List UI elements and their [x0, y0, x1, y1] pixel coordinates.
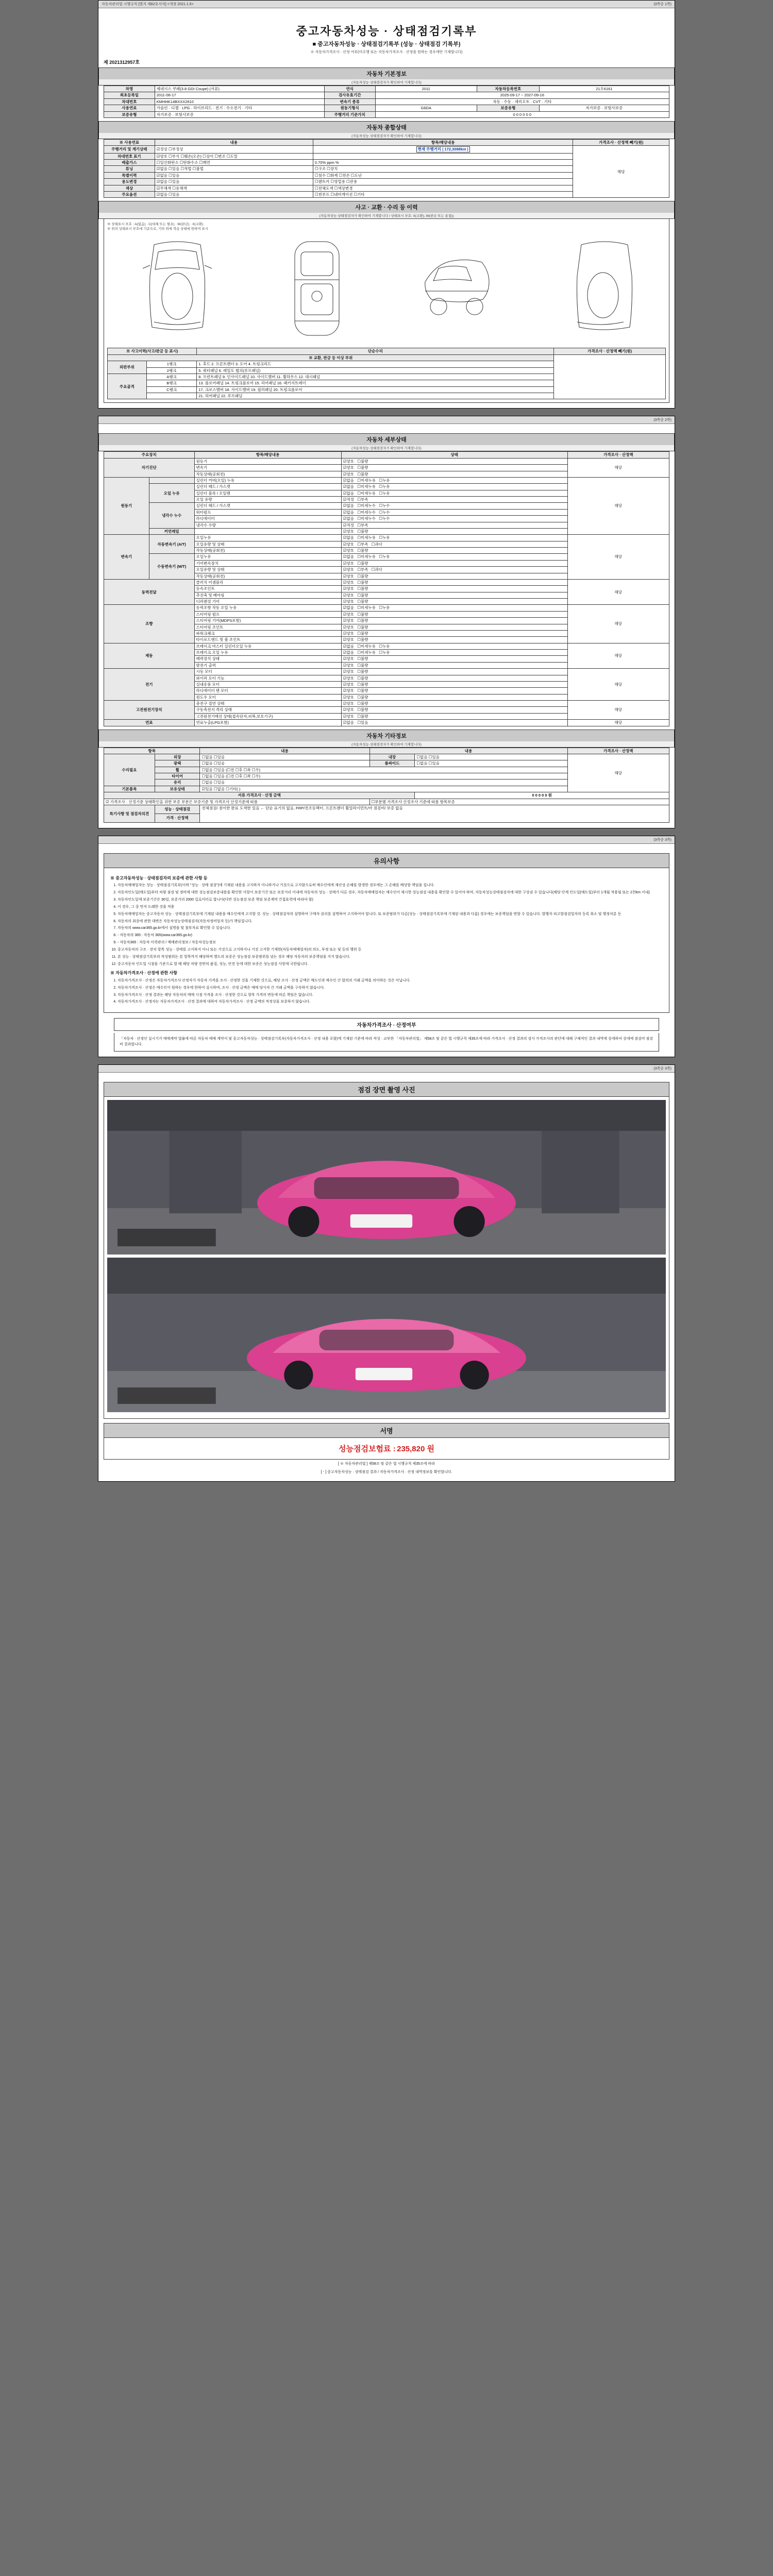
photo-1-graphic — [107, 1100, 666, 1255]
detail-item-6-4: 윈도우 모터 — [194, 694, 341, 700]
section-basic-title: 자동차 기본정보 — [98, 67, 675, 79]
detail-opts-2-1: ☑양호 ☐부족 ☐과다 — [341, 541, 567, 547]
etc-val2-0: ☐없음 ☐있음 — [415, 754, 567, 760]
etc-item2-1: 룸싸이드 — [369, 760, 415, 767]
detail-item-3-3: 디퍼렌셜 기어 — [194, 599, 341, 605]
label-vin: 차대번호 — [104, 98, 155, 105]
value-vin: KMHHK14BXXX2610 — [155, 98, 324, 105]
accident-calc-cell — [554, 354, 666, 399]
section-accident-note: (자동차성능·상태점검자가 확인하여 기재합니다 / 상태표시 부호: X(교환), W(판금 또는 용접)) — [98, 213, 675, 219]
detail-opts-1-8: ☑양호 ☐불량 — [341, 528, 567, 534]
detail-item-6-1: 와이퍼 모터 기능 — [194, 675, 341, 681]
detail-item-1-6: 라디에이터 — [194, 516, 341, 522]
detail-item-2-0: 오일누유 — [194, 535, 341, 541]
detail-opts-2-2: ☑양호 ☐불량 — [341, 548, 567, 554]
etc-total-note-left: ☑ 가격조사 · 산정기준 상태확인을 위한 보증 부분은 보증기준 및 가격조사 산정기준에 따름 — [104, 799, 370, 805]
detail-opts-3-3: ☑양호 ☐불량 — [341, 599, 567, 605]
photo-2-graphic — [107, 1258, 666, 1412]
detail-opts-4-0: ☑없음 ☐미세누유 ☐누유 — [341, 605, 567, 611]
notice-section-0-title: ※ 중고자동차성능 · 상태점검자의 보증에 관한 사항 등 — [110, 875, 208, 880]
detail-group-4: 조향 — [104, 605, 195, 643]
photo-section-title: 점검 장면 촬영 사진 — [104, 1082, 669, 1097]
car-top-view-diagram — [278, 234, 356, 343]
page-number-3: (3쪽중 3쪽) — [653, 838, 671, 842]
detail-opts-1-0: ☑없음 ☐미세누유 ☐누유 — [341, 477, 567, 483]
detail-item-5-0: 브레이크 마스터 실린더오일 누유 — [194, 643, 341, 649]
page4-number: (3쪽중 3쪽) — [653, 1066, 671, 1071]
notice-item: 6. 자동차의 최종에 관한 대변은 자동차성능상태점검자(자동차정비업자 등)가 책임집니다. — [117, 919, 663, 925]
notice-section-1-list — [117, 978, 663, 1005]
overall-detail-6: ☑무채색 ☐유채색 — [155, 185, 313, 191]
accident-row-key-0: 외판부위 — [108, 361, 147, 374]
accident-row-val-0: 1. 후드 2. 프론트펜더 3. 도어 4. 트렁크리드 — [197, 361, 554, 367]
doc-no-value: 2021312957호 — [109, 60, 140, 65]
detail-opts-2-6: ☑양호 ☐불량 — [341, 573, 567, 579]
detail-item-1-1: 실린더 헤드 / 가스켓 — [194, 484, 341, 490]
detail-opts-7-2: ☑양호 ☐불량 — [341, 713, 567, 719]
detail-opts-5-3: ☑양호 ☐불량 — [341, 662, 567, 668]
overall-value-6: ☐전체도색 ☐색상변경 — [313, 185, 573, 191]
accident-row-val-1: 5. 쿼터패널 6. 레일도 협의(루프패널) — [197, 367, 554, 374]
detail-item-6-2: 실내송풍 모터 — [194, 681, 341, 687]
detail-item-2-6: 작동상태(공회전) — [194, 573, 341, 579]
overall-item-3: 튜닝 — [104, 166, 155, 172]
page2-header-strip — [98, 416, 675, 424]
overall-calc: 해당 — [573, 146, 669, 198]
detail-group-3: 동력전달 — [104, 579, 195, 605]
label-warranty2: 보증유형 — [104, 111, 155, 117]
value-warranty2: 자가보증 · 보험사보증 — [155, 111, 324, 117]
detail-opts-5-0: ☑없음 ☐미세누유 ☐누유 — [341, 643, 567, 649]
document-page-4 — [98, 1064, 675, 1482]
page3-ref — [102, 837, 103, 842]
detail-item-7-0: 충전구 절연 상태 — [194, 701, 341, 707]
notice-item: 3. 자동차인도일에 보증기간은 30일, 보증거리 2000 킬로미터로 합니다(다만 성능점검 보증 책임 보증계약 간접효력에 따라야 함) — [117, 897, 663, 903]
detail-item-2-3: 오일누유 — [194, 554, 341, 560]
value-fuel: 가솔린 · 디젤 · LPG · 하이브리드 · 전기 · 수소전기 · 기타 — [155, 105, 324, 111]
detail-opts-0-1: ☑양호 ☐불량 — [341, 465, 567, 471]
section-accident-title: 사고 · 교환 · 수리 등 이력 — [98, 201, 675, 213]
detail-calc-1: 해당 — [567, 477, 669, 534]
detail-opts-6-4: ☑양호 ☐불량 — [341, 694, 567, 700]
value-year: 2011 — [375, 86, 477, 92]
label-fuel: 사용연료 — [104, 105, 155, 111]
etc-col-1: 내용 — [200, 748, 369, 754]
mileage-box: 현재 주행거리 | 172,3098km | — [416, 146, 470, 152]
detail-opts-6-1: ☑양호 ☐불량 — [341, 675, 567, 681]
detail-opts-2-4: ☑양호 ☐불량 — [341, 560, 567, 566]
detail-opts-6-2: ☑양호 ☐불량 — [341, 681, 567, 687]
detail-calc-0: 해당 — [567, 458, 669, 477]
etc-val-1: ☐없음 ☐있음 — [200, 760, 369, 767]
detail-calc-7: 해당 — [567, 701, 669, 720]
declaration-text: 「자동차 · 산정인 실시기가 매매계약 법률에 따른 자동차 매매 계약서 및 중고자동차성능 · 상태점검기록부(자동차가격조사 · 산정 내용 포함)에 기재된 기준에 따라 작성 · 교부한 「자동차관리법」 제58조 및 같은 법 시행규칙 제35조에 따라 가격조사 · 산정 결과의 검사 가격조사의 판단에 대해 구체적인 결과 내역에 상세하여 상세에 점검비 점검비 결과합니다. — [114, 1033, 659, 1051]
overall-detail-2: ☐일산화탄소 ☐탄화수소 ☐매연 — [155, 160, 313, 166]
page-number-2: (3쪽중 2쪽) — [653, 418, 671, 422]
overall-value-1 — [313, 153, 573, 159]
detail-opts-0-2: ☑양호 ☐불량 — [341, 471, 567, 477]
car-rear-diagram — [558, 234, 635, 343]
detail-calc-6: 해당 — [567, 669, 669, 701]
section-overall-note: (자동차성능·상태점검자가 확인하여 기재합니다) — [98, 133, 675, 139]
detail-sub-2-1: 수동변속기 (M/T) — [149, 554, 194, 580]
detail-item-3-0: 클러치 어셈블리 — [194, 579, 341, 585]
detail-item-7-2: 고전원전기배선 상태(접속단자,피복,보호기구) — [194, 713, 341, 719]
detail-item-1-2: 실린더 블록 / 오일팬 — [194, 490, 341, 496]
car-side-left-diagram — [139, 234, 216, 343]
etc-col-2: 가격조사 · 산정액 — [567, 748, 669, 754]
notice-item: 3. 자동차가격조사 · 산정 결과는 해당 자동차의 매매 시점 가격을 조사 · 산정한 것으로 향후 가격의 변동에 따른 책임은 없습니다. — [117, 993, 663, 998]
overall-item-5: 용도변경 — [104, 179, 155, 185]
section-etc-note: (자동차성능·상태점검자가 확인하여 기재합니다) — [98, 741, 675, 748]
detail-item-1-4: 실린더 헤드 / 가스켓 — [194, 503, 341, 509]
accident-row-rank-5 — [146, 393, 196, 399]
notice-item: 2. 자동차인도일(매도일)부터 차량 점검 및 정비에 대한 성능점검보증내용을 확인한 사항이 보증기간 또는 보증거리 이내에 자동차의 성능 · 상태가 다른 경우, 자동차매매업자는 매수인이 제시한 성능점검 내용을 확인할 수 있어야 하며, 자동차성능상태점검자에 대한 구상권 수 있습니다(해당 단계 인도일(매도일)부터 1개월 적용됨 또는 2천km 이내) — [117, 890, 663, 896]
accident-row-rank-3: B랭크 — [146, 380, 196, 386]
etc-info-table — [104, 748, 669, 823]
car-diagram-figures — [107, 231, 666, 346]
notice-item: 2. 자동차가격조사 · 산정은 매수인이 원하는 경우에 한하여 실시하며, 조사 · 산정 금액은 매매 당사자 간 거래 금액을 구속하지 않습니다. — [117, 986, 663, 991]
etc-val2-1: ☐없음 ☐있음 — [415, 760, 567, 767]
overall-col-2: 항목/해당내용 — [313, 139, 573, 145]
detail-item-7-1: 구동축전지 격리 상태 — [194, 707, 341, 713]
detail-item-1-0: 실린더 커버(오일) 누유 — [194, 477, 341, 483]
overall-detail-4: ☑없음 ☐있음 — [155, 172, 313, 178]
section-basic-note: (자동차성능·상태점검자가 확인하여 기재합니다) — [98, 79, 675, 86]
detail-item-4-5: 타이로드엔드 및 볼 조인트 — [194, 637, 341, 643]
notice-item: 1. 자동차매매업자는 성능 · 상태점검기록부(이하 "성능 · 상태 점검")에 기재된 내용을 고지하지 아니하거나 거짓으로 고지함으로써 매수인에게 재산상 손해를 발생한 경우에는 그 손해를 배상할 책임을 집니다. — [117, 883, 663, 889]
detail-item-4-2: 스티어링 기어(MDPS포함) — [194, 618, 341, 624]
basic-info-table — [104, 86, 669, 118]
notice-item: 11. 본 성능 · 상태점검기록부의 작성범위는 본 항목까지 해당하며 별도의 보증은 성능점검 보증범위를 넘는 경우 해당 자동차의 보증책임을 지지 않습니다. — [117, 955, 663, 960]
label-year: 연식 — [324, 86, 375, 92]
declaration-title: 자동차가격조사 · 산정여부 — [114, 1018, 659, 1031]
notice-item: 12. 중고자동차 인도일 시점을 기준으로 할 때 해당 차량 전반의 품질, 성능, 안전 등에 대한 보증은 성능점검 사항에 국한됩니다. — [117, 962, 663, 968]
etc-total-label: 서류 가격조사 · 산정 금액 — [104, 792, 415, 799]
document-page-2 — [98, 416, 675, 828]
detail-group-7: 고전원전기장치 — [104, 701, 195, 720]
detail-item-2-4: 기어변속장치 — [194, 560, 341, 566]
detail-opts-1-1: ☑없음 ☐미세누유 ☐누유 — [341, 484, 567, 490]
value-inspection-valid: 2025-09-17 ~ 2027-09-16 — [375, 92, 669, 98]
overall-item-6: 색상 — [104, 185, 155, 191]
etc-note-sub2: 가격 · 산정액 — [155, 814, 200, 822]
detail-item-2-5: 오일유량 및 상태 — [194, 567, 341, 573]
detail-group-0: 자기진단 — [104, 458, 195, 477]
etc-item-1: 광택 — [155, 760, 200, 767]
detail-item-2-1: 오일유량 및 상태 — [194, 541, 341, 547]
detail-opts-3-2: ☑양호 ☐불량 — [341, 592, 567, 598]
etc-val-4: ☐없음 ☐있음 — [200, 779, 567, 786]
overall-value-7: ☐썬루프 ☐내비게이션 ☐기타 — [313, 191, 573, 197]
label-warranty: 보증유형 — [477, 105, 540, 111]
detail-item-0-0: 원동기 — [194, 458, 341, 464]
document-page-3 — [98, 836, 675, 1057]
page-title: 중고자동차성능 · 상태점검기록부 — [296, 25, 477, 38]
detail-item-3-1: 등속조인트 — [194, 586, 341, 592]
overall-item-1: 차대번호 표기 — [104, 153, 155, 159]
detail-item-5-1: 브레이크 오일 누유 — [194, 650, 341, 656]
accident-row-val-5: 21. 리어패널 22. 루프패널 — [197, 393, 554, 399]
section-etc-title: 자동차 기타정보 — [98, 730, 675, 741]
detail-item-3-2: 추진축 및 베어링 — [194, 592, 341, 598]
overall-value-0 — [313, 146, 573, 153]
overall-item-4: 특별이력 — [104, 172, 155, 178]
overall-item-2: 배출가스 — [104, 160, 155, 166]
value-warranty: 자가보증 · 보험사보증 — [539, 105, 669, 111]
accident-diagram-area — [104, 219, 669, 403]
accident-parts-table — [107, 348, 666, 399]
detail-opts-6-3: ☑양호 ☐불량 — [341, 688, 567, 694]
value-engine-type: G6DA — [375, 105, 477, 111]
overall-detail-1: ☑양호 ☐부식 ☐훼손(오손) ☐상이 ☐변조 ☐도말 — [155, 153, 313, 159]
detail-opts-1-5: ☑없음 ☐미세누수 ☐누수 — [341, 509, 567, 515]
etc-item2-0: 내장 — [369, 754, 415, 760]
value-reg-no: 21오6161 — [539, 86, 669, 92]
detail-opts-3-1: ☑양호 ☐불량 — [341, 586, 567, 592]
detail-item-6-0: 시동 모터 — [194, 669, 341, 675]
signature-body — [104, 1438, 669, 1460]
notice-item: 10. 중고자동차의 구조 · 장치 항목 성능 · 상태를 고지하지 아니 또는 거짓으로 고지하거나 거짓 고지한 기재한(자동차매매업자)의 의도, 부정 또는 및 등의 행위 등 — [117, 947, 663, 953]
inspection-photo-2 — [107, 1258, 666, 1412]
overall-value-5: ☐렌트카 ☐영업용 ☐관용 — [313, 179, 573, 185]
form-reference: 자동차관리법 시행규칙 [별지 제82호서식] <개정 2021.1.5> — [102, 3, 194, 6]
detail-opts-6-0: ☑양호 ☐불량 — [341, 669, 567, 675]
detail-item-2-2: 작동상태(공회전) — [194, 548, 341, 554]
accident-row-val-3: 13. 플로어패널 14. 트렁크플로어 15. 리어패널 16. 패키지트레이 — [197, 380, 554, 386]
detail-status-table — [104, 451, 669, 726]
label-reg-no: 자동차등록번호 — [477, 86, 540, 92]
etc-item-3: 타이어 — [155, 773, 200, 779]
detail-item-0-1: 변속기 — [194, 465, 341, 471]
overall-detail-0: ☑정상 ☐부정상 — [155, 146, 313, 153]
etc-item-4: 유리 — [155, 779, 200, 786]
etc-item-5: 보유상태 — [155, 786, 200, 792]
overall-value-4: ☐침수 ☐화재 ☐전손 ☐도난 — [313, 172, 573, 178]
detail-item-5-3: 발전기 출력 — [194, 662, 341, 668]
inspection-insurance-price: 235,820 원 — [397, 1444, 434, 1453]
etc-note-label: 특기사항 및 점검자의견 — [104, 805, 155, 822]
value-transmission: 자동 · 수동 · 세미오토 · CVT · 기타 — [375, 98, 669, 105]
notice-item: 4. 이 경우, 그 중 먼저 도래한 것을 적용 — [117, 905, 663, 910]
notice-body — [104, 868, 669, 1013]
page-subtitle: ■ 중고자동차성능 · 상태점검기록부 (성능 · 상태점검 기록부) — [312, 41, 461, 47]
accident-row-key-1: 주요골격 — [108, 374, 147, 399]
etc-item-2: 휠 — [155, 767, 200, 773]
detail-opts-2-0: ☑없음 ☐미세누유 ☐누유 — [341, 535, 567, 541]
footer-line-2: [ㆍ] 중고자동차성능 · 상태점검 결과 / 자동차가격조사 · 산정 내역정보를 확인합니다. — [321, 1470, 452, 1474]
detail-item-4-0: 동력조향 작동 오일 누유 — [194, 605, 341, 611]
etc-val-2: ☐없음 ☐있음 (☐전 ☐후 ☐좌 ☐우) — [200, 767, 567, 773]
accident-row-val-2: 8. 프런트패널 9. 인사이드패널 10. 사이드멤버 11. 휠하우스 12. 대시패널 — [197, 374, 554, 380]
accident-legend-note2: ※ 위의 상태표시 부호에 기준으로, 기타 위에 적습 상태에 한하여 표시 — [107, 227, 208, 231]
overall-status-table — [104, 139, 669, 198]
detail-opts-5-2: ☑양호 ☐불량 — [341, 656, 567, 662]
detail-item-8-0: 연료누출(LPG포함) — [194, 720, 341, 726]
overall-col-3: 가격조사 · 산정액 빼기(원) — [573, 139, 669, 145]
detail-group-8: 연료 — [104, 720, 195, 726]
detail-opts-4-4: ☑양호 ☐불량 — [341, 630, 567, 636]
accident-row-rank-0: 1랭크 — [146, 361, 196, 367]
overall-detail-5: ☑없음 ☐있음 — [155, 179, 313, 185]
label-transmission: 변속기 종류 — [324, 98, 375, 105]
detail-item-1-3: 오일 유량 — [194, 497, 341, 503]
detail-item-0-2: 작동상태(공회전) — [194, 471, 341, 477]
notice-title: 유의사항 — [104, 853, 669, 868]
page4-ref — [102, 1066, 103, 1071]
detail-sub-1-2: 냉각수 누수 — [149, 503, 194, 529]
etc-val-5: ☑있음 ☐없음 ☐기타( ) — [200, 786, 567, 792]
section-detail-title: 자동차 세부상태 — [98, 433, 675, 445]
accident-legend-mid: 단순수리 — [197, 348, 554, 354]
detail-sub-1-0 — [149, 477, 194, 483]
detail-item-5-2: 배력장치 상태 — [194, 656, 341, 662]
etc-total-value: 0 0 0 0 0 원 — [415, 792, 669, 799]
etc-note-sub: 성능 · 상태점검 — [155, 805, 200, 814]
page2-ref — [102, 417, 103, 422]
accident-legend-note: ※ 상태표시 부호 : A(없음) · C(대체 또는 필요) · W(판금) · X(교환) — [107, 223, 204, 227]
detail-group-5: 제동 — [104, 643, 195, 669]
signature-section-title: 서명 — [104, 1423, 669, 1438]
value-car-name: 제네시스 쿠페(3.8 GDI Coupe) (서류) — [155, 86, 324, 92]
detail-item-1-7: 냉각수 수량 — [194, 522, 341, 528]
detail-item-4-4: 파워크랭크 — [194, 630, 341, 636]
notice-section-0-list — [117, 883, 663, 967]
detail-calc-4: 해당 — [567, 605, 669, 643]
detail-opts-4-5: ☑양호 ☐불량 — [341, 637, 567, 643]
detail-col-3: 가격조사 · 산정액 — [567, 452, 669, 458]
overall-item-0: 주행거리 및 계기상태 — [104, 146, 155, 153]
notice-item: 4. 자동차가격조사 · 산정자는 자동차가격조사 · 산정 결과에 대하여 자동차가격조사 · 산정 금액의 적정성을 보증하지 않습니다. — [117, 999, 663, 1005]
detail-group-2: 변속기 — [104, 535, 149, 580]
detail-col-0: 주요장치 — [104, 452, 195, 458]
photo-area — [104, 1097, 669, 1419]
etc-item-0: 외장 — [155, 754, 200, 760]
value-first-reg: 2011-06-17 — [155, 92, 324, 98]
detail-opts-4-3: ☑양호 ☐불량 — [341, 624, 567, 630]
overall-value-3: ☐구조 ☐장치 — [313, 166, 573, 172]
detail-opts-8-0: ☑없음 ☐있음 — [341, 720, 567, 726]
detail-calc-5: 해당 — [567, 643, 669, 669]
inspection-photo-1 — [107, 1100, 666, 1255]
etc-col-1b: 내용 — [369, 748, 567, 754]
etc-val-0: ☐없음 ☐있음 — [200, 754, 369, 760]
notice-item: 1. 자동차가격조사 · 산정은 자동차가격조사 산정자가 자동차 가격을 조사 · 산정한 것을 기재한 것으로, 해당 조사 · 산정 금액은 매도인과 매수인 간 합의의 거래 금액을 의미하는 것은 아닙니다. — [117, 978, 663, 984]
detail-group-6: 전기 — [104, 669, 195, 701]
detail-sub-1-3: 커먼레일 — [149, 528, 194, 534]
notice-item: 5. 자동차매매업자는 중고자동차 성능 · 상태점검기록부에 기재된 내용을 매수인에게 고지할 것. 성능 · 상태점검자의 설명하여 구매자 권리를 설명하여 고지하여야 합니다. 또 보증범위가 다른(성능 · 상태점검기록부에 기재된 내용과 다름) 경우에는 보증책임을 면할 수 있습니다. 발행자 피고발점검업자의 등록 취소 및 행정처분 등 — [117, 912, 663, 918]
detail-item-1-8 — [194, 528, 341, 534]
accident-row-val-4: 17. 크로스멤버 18. 사이드멤버 19. 필러패널 20. 트렁크플로어 — [197, 386, 554, 393]
accident-row-rank-1: 2랭크 — [146, 367, 196, 374]
accident-row-rank-4: C랭크 — [146, 386, 196, 393]
detail-calc-3: 해당 — [567, 579, 669, 605]
footer-line-1: [ ※ 자동차관리법 ] 제58조 및 같은 법 시행규칙 제35조에 따라 — [338, 1462, 435, 1466]
accident-parts-label: ※ 교환, 판금 등 이상 부위 — [108, 354, 554, 361]
detail-opts-4-2: ☑양호 ☐불량 — [341, 618, 567, 624]
accident-legend-left: ※ 사고이력(사고/판금 등 표시) — [108, 348, 197, 354]
etc-key-0: 수리필요 — [104, 754, 155, 786]
page-number-1: (3쪽중 1쪽) — [653, 3, 671, 6]
notice-section-1-title: ※ 자동차가격조사 · 산정에 관한 사항 — [110, 971, 177, 976]
etc-note-text: 전체점검/ 점이한 완료 도색한 있음 ← 단순 표기의 없음, FRP/전조등팩터, 프론트펜더 휠얼라이먼트/아 점검비/ 보증 없음 — [200, 805, 669, 822]
detail-item-4-1: 스티어링 펌프 — [194, 611, 341, 617]
inspection-insurance-label: 성능점검보험료 : — [339, 1444, 396, 1453]
etc-col-0: 항목 — [104, 748, 200, 754]
detail-opts-2-5: ☑양호 ☐부족 ☐과다 — [341, 567, 567, 573]
overall-col-0: ※ 사용연료 — [104, 139, 155, 145]
detail-item-1-5: 워터펌프 — [194, 509, 341, 515]
etc-val-3: ☐없음 ☐있음 (☐전 ☐후 ☐좌 ☐우) — [200, 773, 567, 779]
etc-calc: 해당 — [567, 754, 669, 792]
etc-total-note-right: ☐부분별 가격조사 산정조사 기준에 따름 항목보증 — [369, 799, 669, 805]
page4-header-strip — [98, 1065, 675, 1073]
detail-sub-2-0: 자동변속기 (A/T) — [149, 535, 194, 554]
detail-sub-1-1: 오일 누유 — [149, 484, 194, 503]
page-note: ※ 자동차가격조사 · 산정 여부(미수행 또는 자동차가격조사 · 산정을 원하는 경우에만 기재합니다) — [310, 50, 463, 54]
etc-key-5: 기본품목 — [104, 786, 155, 792]
label-inspection-valid: 검사유효기간 — [324, 92, 375, 98]
page3-header-strip — [98, 836, 675, 844]
detail-opts-4-1: ☑양호 ☐불량 — [341, 611, 567, 617]
label-engine-type: 원동기형식 — [324, 105, 375, 111]
overall-value-2: 0.70% ppm % — [313, 160, 573, 166]
detail-col-1: 항목/해당내용 — [194, 452, 341, 458]
value-mileage-std: 0 0 0 0 0 0 — [375, 111, 669, 117]
detail-opts-7-1: ☑양호 ☐불량 — [341, 707, 567, 713]
overall-detail-7: ☑없음 ☐있음 — [155, 191, 313, 197]
detail-calc-8: 해당 — [567, 720, 669, 726]
overall-col-1: 내용 — [155, 139, 313, 145]
detail-opts-1-4: ☑없음 ☐미세누수 ☐누수 — [341, 503, 567, 509]
detail-opts-1-7: ☑적정 ☐부족 — [341, 522, 567, 528]
detail-opts-7-0: ☑양호 ☐불량 — [341, 701, 567, 707]
detail-opts-3-0: ☑양호 ☐불량 — [341, 579, 567, 585]
section-overall-title: 자동차 종합상태 — [98, 121, 675, 133]
label-mileage-std: 주행거리 기준가치 — [324, 111, 375, 117]
doc-no-label: 제 — [104, 60, 108, 65]
label-car-name: 차명 — [104, 86, 155, 92]
detail-item-4-3: 스티어링 조인트 — [194, 624, 341, 630]
overall-item-7: 주요옵션 — [104, 191, 155, 197]
detail-group-1: 원동기 — [104, 477, 149, 534]
detail-opts-5-1: ☑없음 ☐미세누유 ☐누유 — [341, 650, 567, 656]
detail-opts-1-2: ☑없음 ☐미세누유 ☐누유 — [341, 490, 567, 496]
detail-opts-2-3: ☑없음 ☐미세누유 ☐누유 — [341, 554, 567, 560]
label-first-reg: 최초등록일 — [104, 92, 155, 98]
notice-item: 9. - 자동차365 : 자동차 이력관리 / 매매관리정보 / 자동차성능정보 — [117, 940, 663, 946]
detail-col-2: 상태 — [341, 452, 567, 458]
accident-row-rank-2: A랭크 — [146, 374, 196, 380]
detail-item-6-3: 라디에이터 팬 모터 — [194, 688, 341, 694]
accident-legend-right: 가격조사 · 산정액 빼기(원) — [554, 348, 666, 354]
detail-calc-2: 해당 — [567, 535, 669, 580]
detail-opts-1-6: ☑없음 ☐미세누수 ☐누수 — [341, 516, 567, 522]
document-number — [98, 58, 675, 67]
document-page-1 — [98, 0, 675, 409]
car-side-right-diagram — [418, 234, 495, 343]
section-detail-note: (자동차성능·상태점검자가 확인하여 기재합니다) — [98, 445, 675, 451]
detail-opts-1-3: ☑적정 ☐부족 — [341, 497, 567, 503]
page-header-strip — [98, 1, 675, 8]
notice-item: 7. 자동차의 www.car365.go.kr에서 설명을 및 첨부자료 확인할 수 있습니다. — [117, 926, 663, 931]
overall-detail-3: ☑없음 ☐있음 ☐적법 ☐불법 — [155, 166, 313, 172]
detail-opts-0-0: ☑양호 ☐불량 — [341, 458, 567, 464]
notice-item: 8. - 자동차의 365 : 자동차 365(www.car365.go.kr) — [117, 933, 663, 939]
